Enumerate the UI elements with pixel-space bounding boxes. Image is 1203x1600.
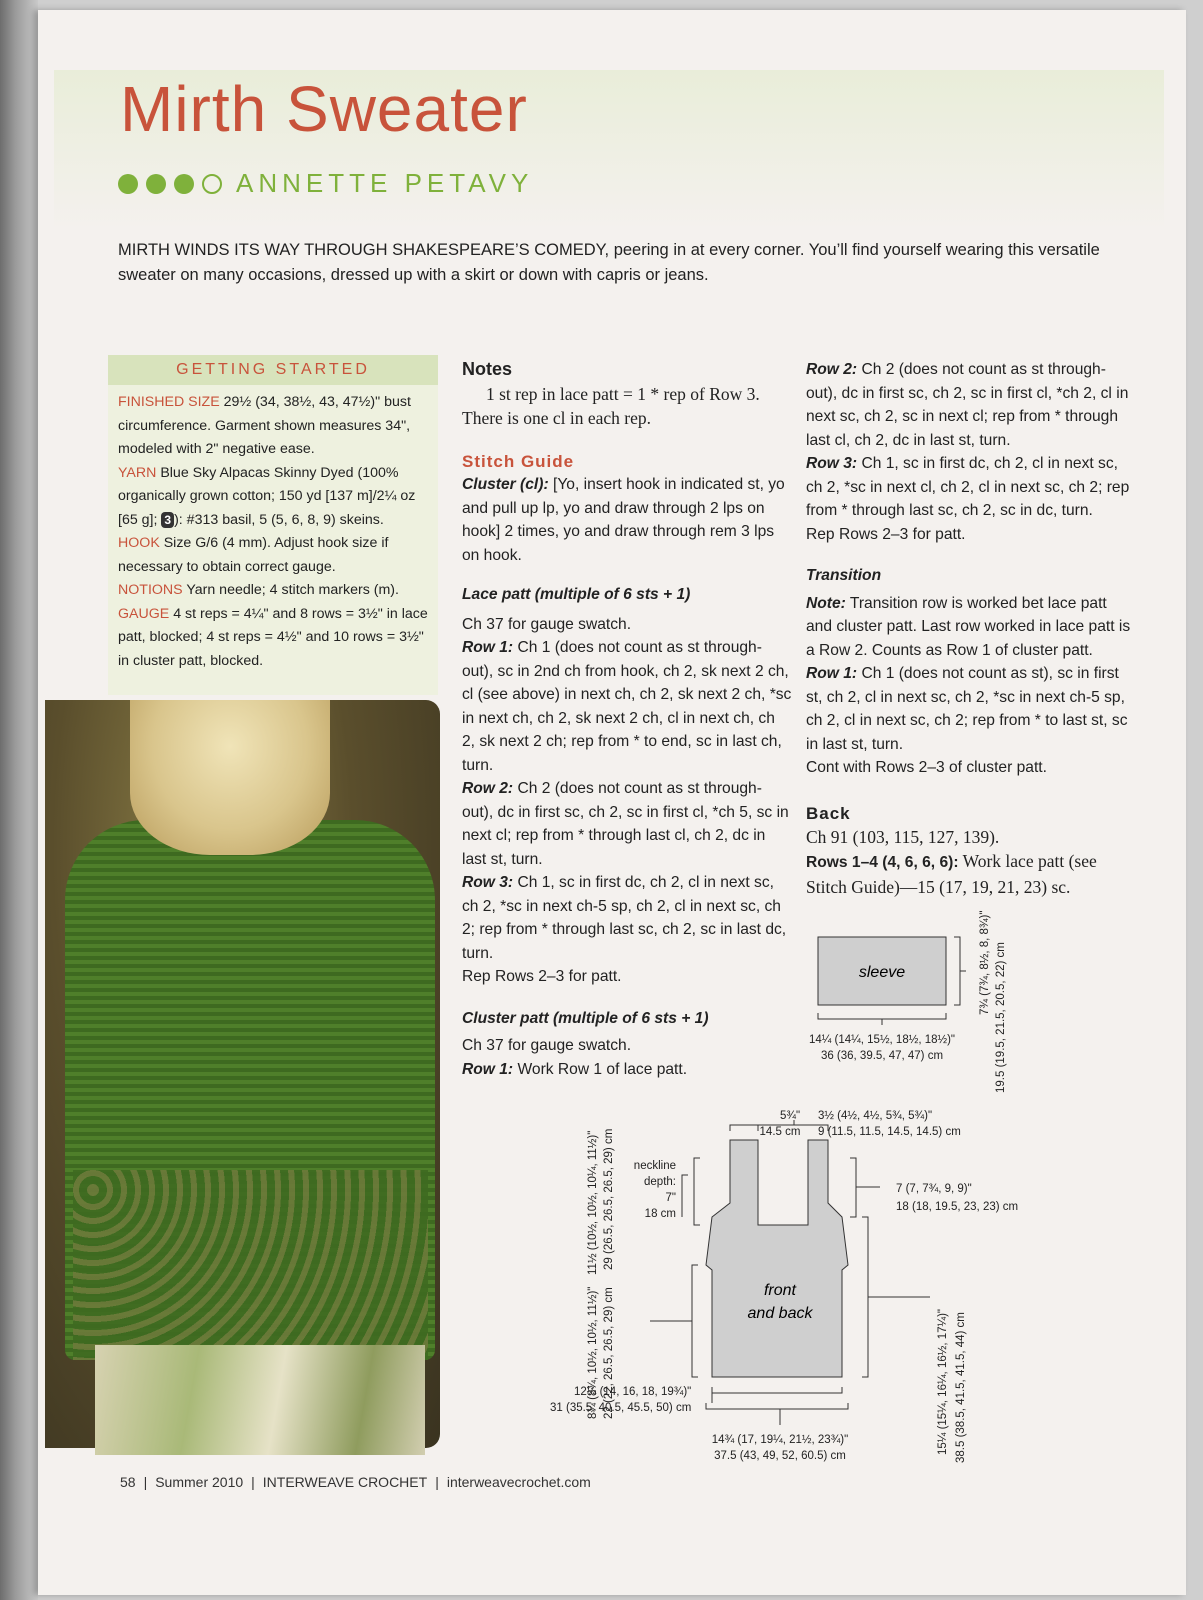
back-ch: Ch 91 (103, 115, 127, 139). bbox=[806, 827, 1000, 847]
notes-text: 1 st rep in lace patt = 1 * rep of Row 3. There is one cl in each rep. bbox=[462, 383, 760, 428]
transition-cont: Cont with Rows 2–3 of cluster patt. bbox=[806, 759, 1047, 776]
notions-label: NOTIONS bbox=[118, 582, 183, 598]
getting-started-box bbox=[108, 355, 438, 695]
cluster-rep: Rep Rows 2–3 for patt. bbox=[806, 525, 966, 543]
waist-cm: 31 (35.5, 40.5, 45.5, 50) cm bbox=[550, 1402, 692, 1414]
neck-depth-4: 18 cm bbox=[644, 1208, 676, 1220]
model-skirt-image bbox=[95, 1345, 425, 1455]
lace-rep: Rep Rows 2–3 for patt. bbox=[462, 968, 622, 985]
page-number: 58 bbox=[120, 1474, 136, 1490]
lace-row-2 bbox=[462, 777, 792, 871]
finished-size-label: FINISHED SIZE bbox=[118, 394, 220, 410]
cluster-row-2-text: Ch 2 (does not count as st through-out), dc in first sc, ch 2, sc in first cl, *ch 2, cl in next sc, ch 2, sc in next cl; rep from * through last cl, ch 2, dc in last st, turn. bbox=[806, 361, 1129, 449]
lace-row-3-label: Row 3: bbox=[462, 874, 514, 891]
hem-bracket bbox=[706, 1403, 848, 1425]
transition-note-label: Note: bbox=[806, 594, 846, 612]
left-upper-in: 11½ (10½, 10½, 10¼, 11½)" bbox=[587, 1130, 599, 1275]
author-name: ANNETTE PETAVY bbox=[236, 168, 534, 198]
lace-row-1 bbox=[462, 636, 792, 777]
armhole-in: 7 (7, 7¾, 9, 9)" bbox=[896, 1183, 972, 1195]
intro-paragraph bbox=[118, 238, 1158, 288]
magazine-url[interactable]: interweavecrochet.com bbox=[446, 1474, 591, 1490]
transition-row-1 bbox=[806, 662, 1134, 756]
cluster-row-3-label: Row 3: bbox=[806, 455, 858, 472]
sleeve-width-in: 14¼ (14¼, 15½, 18½, 18½)" bbox=[808, 1034, 956, 1046]
getting-started-title: GETTING STARTED bbox=[108, 355, 438, 385]
cluster-patt-heading: Cluster patt (multiple of 6 sts + 1) bbox=[462, 1009, 709, 1027]
magazine-spine bbox=[0, 0, 38, 1600]
yarn-label: YARN bbox=[118, 464, 157, 481]
back-rows-text: Work lace patt (see Stitch Guide)—15 (17, 19, 21, 23) sc. bbox=[806, 851, 1097, 897]
page-title: Mirth Sweater bbox=[120, 73, 528, 145]
getting-started-body bbox=[108, 385, 438, 679]
yarn-rest: ): #313 basil, 5 (5, 6, 8, 9) skeins. bbox=[174, 511, 384, 528]
finished-size-value: 29½ (34, 38½, 43, 47½)" bust circumference. Garment shown measures 34", modeled with 2" negative ease. bbox=[118, 394, 411, 457]
hook-value: Size G/6 (4 mm). Adjust hook size if necessary to obtain correct gauge. bbox=[118, 535, 389, 575]
transition-note-text: Transition row is worked bet lace patt and cluster patt. Last row worked in lace patt is a Row 2. Counts as Row 1 of cluster patt. bbox=[806, 594, 1131, 659]
schematic-diagrams bbox=[550, 910, 1170, 1485]
sweater-lace-band-image bbox=[73, 1170, 428, 1360]
neck-width-in: 3½ (4½, 4½, 5¾, 5¾)" bbox=[818, 1110, 933, 1122]
back-rows-label: Rows 1–4 (4, 6, 6, 6): bbox=[806, 854, 959, 871]
hook bbox=[118, 532, 428, 579]
left-upper-cm: 29 (26.5, 26.5, 26.5, 29) cm bbox=[603, 1128, 615, 1270]
lace-row-2-label: Row 2: bbox=[462, 780, 514, 797]
cluster-row-3-text: Ch 1, sc in first dc, ch 2, cl in next sc, ch 2, *sc in next cl, ch 2, cl in next sc, ch 2; rep from * through last sc, ch 2, sc in dc, turn. bbox=[806, 455, 1130, 519]
lace-row-1-text: Ch 1 (does not count as st through-out), sc in 2nd ch from hook, ch 2, sk next 2 ch, cl (see above) in next ch, ch 2, sk next 2 ch, *sc in next ch, ch 2, sk next 2 ch, cl in next ch, ch 2, sk next 2 ch; rep from * to end, sc in last ch, turn. bbox=[462, 639, 792, 774]
left-upper-bracket bbox=[682, 1175, 688, 1217]
waist-in: 12¼ (14, 16, 18, 19¾)" bbox=[574, 1386, 692, 1398]
cluster-text: [Yo, insert hook in indicated st, yo and pull up lp, yo and draw through 2 lps on hook] 2 times, yo and draw through rem 3 lps on hook. bbox=[462, 476, 785, 564]
shoulder-bracket bbox=[730, 1125, 758, 1131]
byline bbox=[118, 168, 533, 199]
cluster-row-2-label: Row 2: bbox=[806, 361, 858, 378]
cluster-label: Cluster (cl): bbox=[462, 476, 549, 493]
yarn-weight-icon bbox=[161, 512, 174, 528]
sleeve-height-cm: 19.5 (19.5, 21.5, 20.5, 22) cm bbox=[995, 942, 1007, 1093]
lace-swatch: Ch 37 for gauge swatch. bbox=[462, 615, 632, 633]
cluster-definition bbox=[462, 473, 792, 567]
gauge-value: 4 st reps = 4¼" and 8 rows = 3½" in lace patt, blocked; 4 st reps = 4½" and 10 rows = 3½" in cluster patt, blocked. bbox=[118, 605, 428, 669]
neck-depth-2: depth: bbox=[644, 1176, 676, 1188]
lace-row-1-label: Row 1: bbox=[462, 639, 514, 656]
cluster-row-1-label: Row 1: bbox=[462, 1060, 514, 1078]
back-rows bbox=[806, 849, 1134, 899]
right-side-cm: 38.5 (38.5, 41.5, 41.5, 44) cm bbox=[955, 1312, 967, 1463]
left-lower-cm: 22 (22, 26.5, 26.5, 29) cm bbox=[603, 1287, 615, 1419]
model-hair-image bbox=[130, 700, 330, 855]
cluster-swatch: Ch 37 for gauge swatch. bbox=[462, 1037, 632, 1054]
neck-depth-bracket bbox=[694, 1158, 700, 1225]
front-back-label-1: front bbox=[763, 1282, 797, 1299]
gauge bbox=[118, 603, 428, 674]
sleeve-width-cm: 36 (36, 39.5, 47, 47) cm bbox=[820, 1050, 944, 1062]
transition-note bbox=[806, 592, 1134, 663]
sleeve-width-bracket bbox=[818, 1013, 946, 1025]
transition-row-1-text: Ch 1 (does not count as st), sc in first st, ch 2, cl in next sc, ch 2, *sc in next ch-5 sp, ch 2, cl in next sc, ch 2; rep from * to last st, sc in last st, turn. bbox=[806, 665, 1128, 753]
yarn-value: Blue Sky Alpacas Skinny Dyed (100% organically grown cotton; 150 yd [137 m]/2¼ oz [65 g]; bbox=[118, 464, 416, 528]
notions-value: Yarn needle; 4 stitch markers (m). bbox=[182, 582, 399, 598]
sleeve-label: sleeve bbox=[858, 964, 906, 981]
left-lower-in: 8¾ (8¾, 10½, 10½, 11½)" bbox=[587, 1286, 599, 1419]
finished-size bbox=[118, 391, 428, 462]
lace-row-3-text: Ch 1, sc in first dc, ch 2, cl in next sc, ch 2, *sc in next ch-5 sp, ch 2, cl in next sc, ch 2; rep from * through last sc, ch 2, sc in last dc, turn. bbox=[462, 874, 787, 962]
hem-in: 14¾ (17, 19¼, 21½, 23¾)" bbox=[711, 1434, 849, 1446]
waist-bracket bbox=[712, 1387, 842, 1403]
lace-row-2-text: Ch 2 (does not count as st through-out), dc in first sc, ch 2, sc in first cl, *ch 5, sc in next cl; rep from * through last cl, ch 2, dc in last st, turn. bbox=[462, 780, 789, 868]
gauge-label: GAUGE bbox=[118, 605, 170, 622]
front-back-shape bbox=[706, 1140, 848, 1377]
lace-patt-heading: Lace patt (multiple of 6 sts + 1) bbox=[462, 586, 691, 603]
neck-depth-3: 7" bbox=[665, 1192, 676, 1204]
sleeve-height-in: 7¾ (7¾, 8½, 8, 8¾)" bbox=[979, 910, 991, 1015]
hem-cm: 37.5 (43, 49, 52, 60.5) cm bbox=[714, 1450, 846, 1462]
neck-width-cm: 9 (11.5, 11.5, 14.5, 14.5) cm bbox=[818, 1126, 961, 1138]
intro-lead: MIRTH WINDS ITS WAY THROUGH SHAKESPEARE’S COMEDY, bbox=[118, 241, 610, 259]
cluster-row-1-text: Work Row 1 of lace patt. bbox=[513, 1060, 688, 1078]
front-back-label-2: and back bbox=[747, 1305, 813, 1322]
transition-row-1-label: Row 1: bbox=[806, 665, 858, 682]
sleeve-height-bracket bbox=[954, 937, 966, 1005]
sweater-photo bbox=[45, 700, 440, 1448]
notes-heading: Notes bbox=[462, 359, 513, 379]
neck-depth-1: neckline bbox=[633, 1160, 676, 1172]
green-dot-icon bbox=[174, 174, 194, 194]
green-dot-icon bbox=[118, 174, 138, 194]
page-footer: 58 | Summer 2010 | INTERWEAVE CROCHET | interweavecrochet.com bbox=[120, 1474, 591, 1490]
cluster-row-2 bbox=[806, 358, 1134, 452]
back-heading: Back bbox=[806, 803, 851, 823]
left-lower-bracket bbox=[650, 1265, 698, 1377]
open-circle-icon bbox=[202, 174, 222, 194]
transition-heading: Transition bbox=[806, 567, 882, 584]
shoulder-in: 5¾" bbox=[779, 1110, 801, 1122]
notions bbox=[118, 579, 428, 603]
right-side-bracket bbox=[862, 1217, 930, 1377]
cluster-row-3 bbox=[806, 452, 1134, 523]
green-dot-icon bbox=[146, 174, 166, 194]
stitch-guide-heading: Stitch Guide bbox=[462, 451, 575, 471]
yarn bbox=[118, 462, 428, 533]
right-side-in: 15¼ (15¼, 16¼, 16½, 17¼)" bbox=[937, 1308, 949, 1455]
shoulder-cm: 14.5 cm bbox=[759, 1126, 801, 1138]
hook-label: HOOK bbox=[118, 535, 160, 551]
issue: Summer 2010 bbox=[155, 1474, 244, 1490]
armhole-bracket bbox=[850, 1158, 880, 1217]
armhole-cm: 18 (18, 19.5, 23, 23) cm bbox=[896, 1201, 1019, 1213]
intro-rest: peering in at every corner. You’ll find yourself wearing this versatile sweater on many occasions, dressed up with a skirt or down with capris or jeans. bbox=[118, 241, 1100, 284]
magazine-name: INTERWEAVE CROCHET bbox=[262, 1474, 428, 1490]
yarn-weight-number: 3 bbox=[164, 512, 172, 527]
right-column bbox=[806, 358, 1134, 899]
